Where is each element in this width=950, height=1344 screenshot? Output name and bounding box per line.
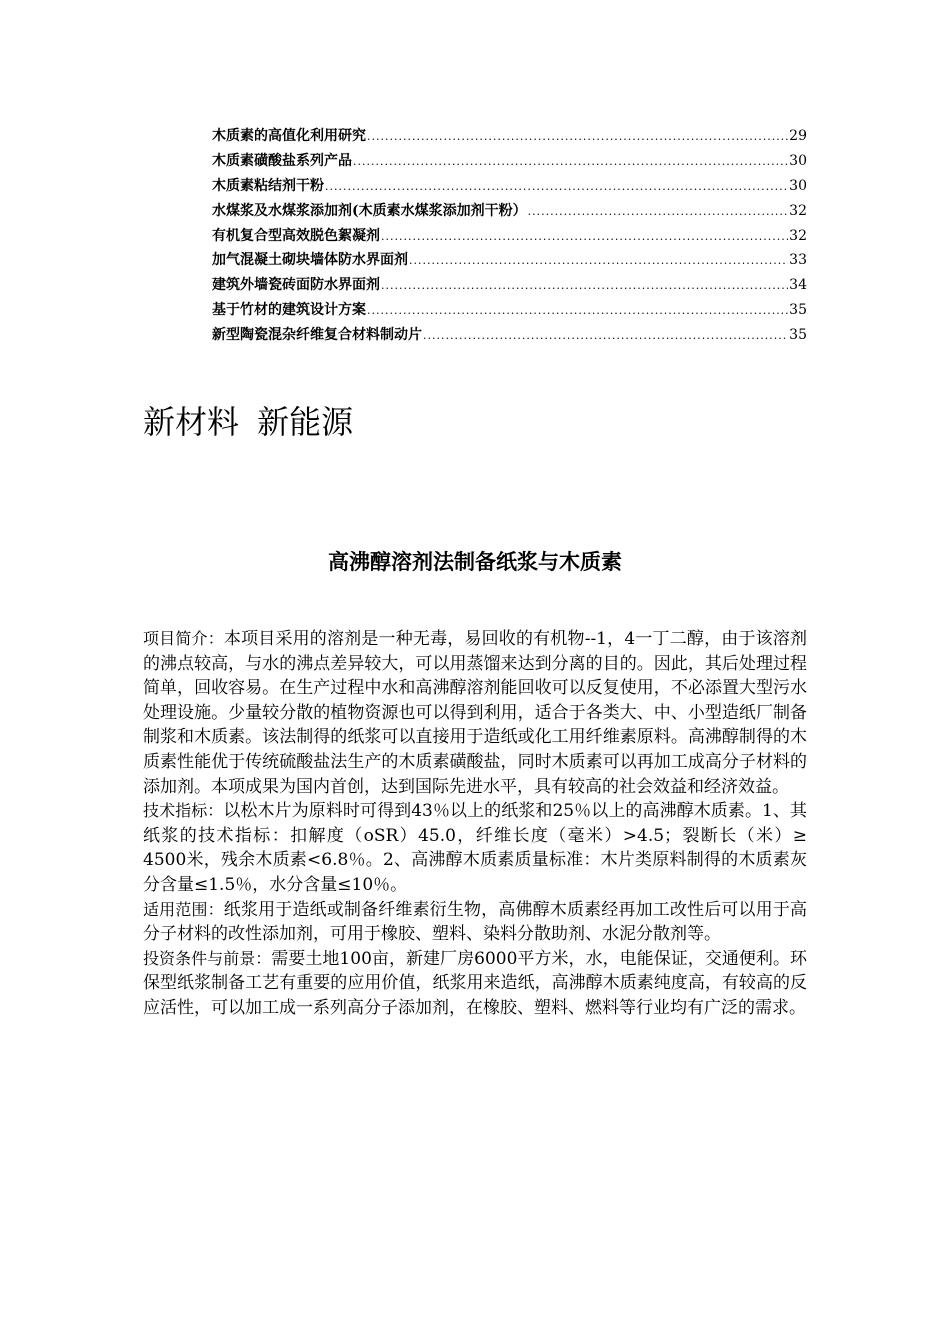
toc-entry-page: 32 xyxy=(789,227,807,244)
toc-entry-page: 30 xyxy=(789,177,807,194)
toc-entry[interactable] xyxy=(212,224,807,249)
toc-leader-dots xyxy=(381,225,788,250)
paragraph-label: 适用范围： xyxy=(143,899,224,919)
toc-leader-dots xyxy=(367,125,788,150)
toc-entry-page: 35 xyxy=(789,327,807,344)
paragraph-text: 纸浆用于造纸或制备纤维素衍生物，高佛醇木质素经再加工改性后可以用于高分子材料的改性添加剂，可用于橡胶、塑料、染料分散助剂、水泥分散剂等。 xyxy=(143,899,807,945)
paragraph-label: 技术指标： xyxy=(143,801,224,821)
toc-entry-title: 木质素的高值化利用研究 xyxy=(212,128,366,144)
toc-entry[interactable] xyxy=(212,199,807,224)
applicable-scope-paragraph xyxy=(143,898,807,947)
toc-entry[interactable] xyxy=(212,273,807,298)
toc-leader-dots xyxy=(423,324,788,349)
toc-entry[interactable] xyxy=(212,248,807,273)
toc-entry-title: 基于竹材的建筑设计方案 xyxy=(212,302,366,319)
paragraph-text: 需要土地100亩，新建厂房6000平方米，水，电能保证，交通便利。环保型纸浆制备工艺有重要的应用价值，纸浆用来造纸，高沸醇木质素纯度高，有较高的反应活性，可以加工成一系列高分子添加剂，在橡胶、塑料、燃料等行业均有广泛的需求。 xyxy=(143,948,807,1018)
article-body xyxy=(143,627,807,1021)
toc-entry-title: 木质素粘结剂干粉 xyxy=(212,177,324,194)
toc-leader-dots xyxy=(367,299,788,324)
toc-entry[interactable] xyxy=(212,149,807,174)
toc-entry-title: 加气混凝土砌块墙体防水界面剂 xyxy=(212,252,408,269)
investment-outlook-paragraph xyxy=(143,947,807,1021)
paragraph-label: 项目简介： xyxy=(143,629,224,648)
toc-entry-page: 34 xyxy=(789,277,807,294)
toc-leader-dots xyxy=(528,200,789,225)
toc-entry-title: 有机复合型高效脱色絮凝剂 xyxy=(212,227,380,244)
paragraph-text: 以松木片为原料时可得到43％以上的纸浆和25％以上的高沸醇木质素。1、其纸浆的技术指标：扣解度（oSR）45.0，纤维长度（毫米）>4.5；裂断长（米）≥ 4500米，残余木质素<6.8％。2、高沸醇木质素质量标准：木片类原料制得的木质素灰分含量≤1.5％，水分含量≤10％。 xyxy=(143,801,807,895)
project-summary-paragraph xyxy=(143,627,807,799)
section-title: 新材料 新能源 xyxy=(143,403,354,441)
toc-leader-dots xyxy=(325,175,788,200)
technical-specs-paragraph xyxy=(143,799,807,897)
toc-entry-title: 建筑外墙瓷砖面防水界面剂 xyxy=(212,277,380,294)
toc-entry[interactable] xyxy=(212,323,807,348)
paragraph-label: 投资条件与前景： xyxy=(143,948,272,968)
toc-entry-title: 水煤浆及水煤浆添加剂(木质素水煤浆添加剂干粉） xyxy=(212,202,527,219)
toc-entry-page: 33 xyxy=(789,252,807,269)
toc-leader-dots xyxy=(353,150,788,175)
table-of-contents xyxy=(212,124,807,348)
toc-leader-dots xyxy=(381,274,788,299)
toc-entry-page: 32 xyxy=(789,202,807,219)
toc-entry[interactable] xyxy=(212,298,807,323)
toc-entry[interactable] xyxy=(212,124,807,149)
toc-entry-page: 30 xyxy=(789,152,807,169)
toc-entry-page: 35 xyxy=(789,302,807,319)
toc-entry[interactable] xyxy=(212,174,807,199)
toc-leader-dots xyxy=(409,249,788,274)
toc-entry-page: 29 xyxy=(789,128,807,144)
toc-entry-title: 新型陶瓷混杂纤维复合材料制动片 xyxy=(212,327,422,344)
toc-entry-title: 木质素磺酸盐系列产品 xyxy=(212,152,352,169)
paragraph-text: 本项目采用的溶剂是一种无毒，易回收的有机物--1，4一丁二醇，由于该溶剂的沸点较高，与水的沸点差异较大，可以用蒸馏来达到分离的目的。因此，其后处理过程简单，回收容易。在生产过程中水和高沸醇溶剂能回收可以反复使用，不必添置大型污水处理设施。少量较分散的植物资源也可以得到利用，适合于各类大、中、小型造纸厂制备制浆和木质素。该法制得的纸浆可以直接用于造纸或化工用纤维素原料。高沸醇制得的木质素性能优于传统硫酸盐法生产的木质素磺酸盐，同时木质素可以再加工成高分子材料的添加剂。本项成果为国内首创，达到国际先进水平，具有较高的社会效益和经济效益。 xyxy=(143,629,807,797)
article-title: 高沸醇溶剂法制备纸浆与木质素 xyxy=(328,549,622,574)
